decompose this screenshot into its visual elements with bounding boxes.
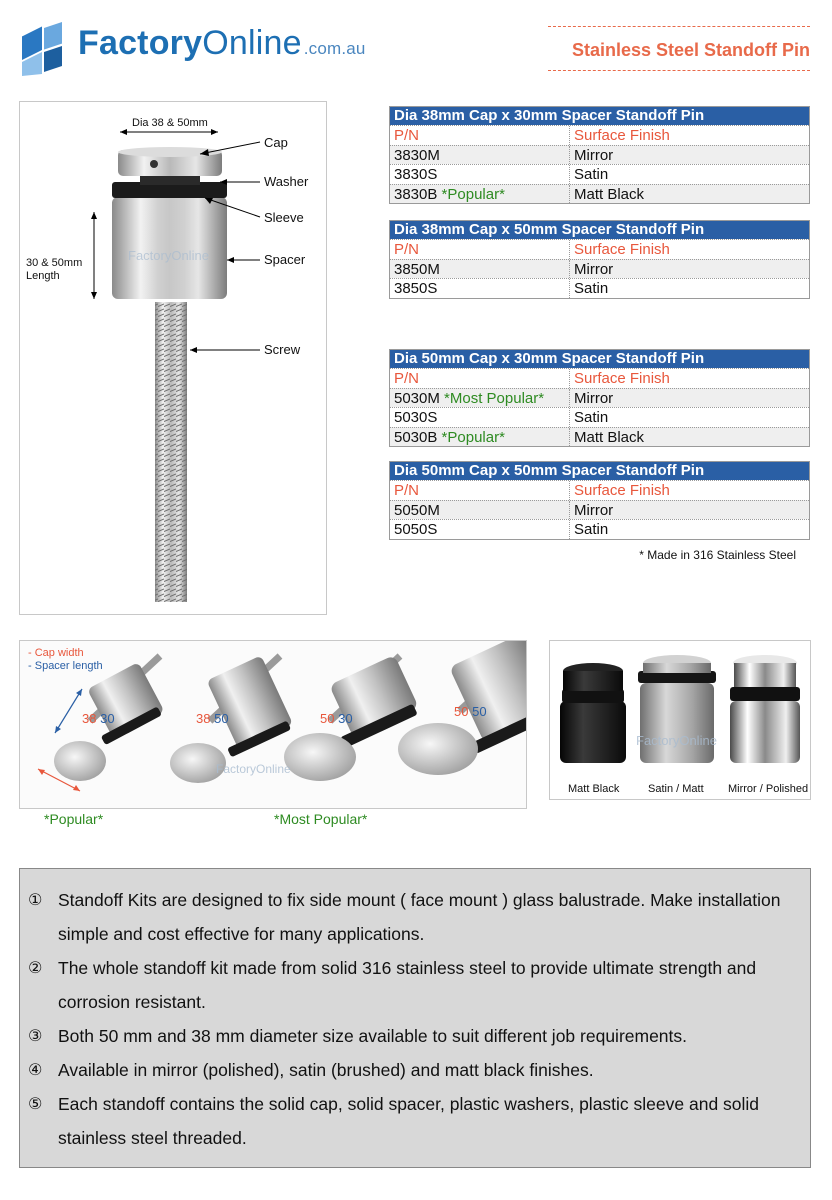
cell-pn bbox=[390, 428, 570, 447]
cell-finish: Mirror bbox=[574, 260, 614, 278]
table-row bbox=[390, 164, 809, 184]
table-row bbox=[390, 500, 809, 520]
feature-number: ④ bbox=[28, 1060, 43, 1079]
part-label-washer: Washer bbox=[264, 174, 309, 189]
pn-value: 3830M bbox=[394, 146, 440, 164]
popular-caption: *Popular* bbox=[44, 811, 104, 827]
feature-list bbox=[19, 868, 811, 1168]
feature-text: Standoff Kits are designed to fix side mount ( face mount ) glass balustrade. Make installation simple and cost effective for many applications. bbox=[58, 890, 781, 944]
size-label-1 bbox=[82, 711, 115, 726]
table-row bbox=[390, 278, 809, 298]
material-note: * Made in 316 Stainless Steel bbox=[639, 548, 796, 562]
cap-size: 50 bbox=[320, 711, 335, 726]
most-popular-caption: *Most Popular* bbox=[274, 811, 368, 827]
size-label-4 bbox=[454, 704, 487, 719]
table-row bbox=[390, 388, 809, 408]
spacer-size: 50 bbox=[214, 711, 229, 726]
finishes-photo bbox=[549, 640, 811, 800]
feature-item bbox=[28, 1087, 792, 1155]
table-row bbox=[390, 519, 809, 539]
page-title: Stainless Steel Standoff Pin bbox=[571, 40, 810, 60]
col-pn: P/N bbox=[390, 240, 570, 259]
feature-item bbox=[28, 1019, 792, 1053]
popular-tag: *Popular* bbox=[441, 185, 505, 203]
col-pn: P/N bbox=[390, 126, 570, 145]
cell-pn bbox=[390, 279, 570, 298]
part-label-spacer: Spacer bbox=[264, 252, 306, 267]
brand-logo[interactable] bbox=[18, 18, 366, 76]
spec-table-3850 bbox=[389, 220, 810, 299]
table-header-row bbox=[390, 368, 809, 388]
cell-finish: Satin bbox=[574, 280, 609, 297]
caption-mirror: Mirror / Polished bbox=[728, 783, 809, 795]
logo-cube-icon bbox=[18, 22, 72, 76]
cell-finish: Satin bbox=[574, 521, 609, 538]
cell-pn bbox=[390, 520, 570, 539]
feature-text: The whole standoff kit made from solid 316 stainless steel to provide ultimate strength and corrosion resistant. bbox=[58, 958, 757, 1012]
most-popular-tag: *Most Popular* bbox=[444, 389, 545, 407]
cell-finish: Mirror bbox=[574, 501, 614, 519]
spacer-size: 30 bbox=[100, 711, 115, 726]
pn-value: 3850S bbox=[394, 280, 438, 297]
spec-table-3830 bbox=[389, 106, 810, 204]
sizes-watermark: FactoryOnline bbox=[216, 762, 291, 776]
logo-tld: .com.au bbox=[303, 39, 366, 58]
length-label-1: 30 & 50mm bbox=[26, 257, 83, 269]
table-row bbox=[390, 259, 809, 279]
part-label-sleeve: Sleeve bbox=[264, 210, 304, 225]
pn-value: 3830S bbox=[394, 166, 438, 183]
feature-text: Each standoff contains the solid cap, solid spacer, plastic washers, plastic sleeve and solid stainless steel threaded. bbox=[58, 1094, 760, 1148]
pn-value: 5050S bbox=[394, 521, 438, 538]
cell-finish: Mirror bbox=[574, 389, 614, 407]
feature-item bbox=[28, 883, 792, 951]
table-title: Dia 38mm Cap x 50mm Spacer Standoff Pin bbox=[390, 221, 809, 239]
pn-value: 5030B bbox=[394, 428, 438, 446]
col-pn: P/N bbox=[390, 481, 570, 500]
part-label-cap: Cap bbox=[264, 135, 288, 150]
cell-finish: Mirror bbox=[574, 146, 614, 164]
logo-bold: Factory bbox=[78, 24, 203, 62]
cell-finish: Satin bbox=[574, 166, 609, 183]
col-pn: P/N bbox=[390, 369, 570, 388]
pn-value: 3830B bbox=[394, 185, 438, 203]
pn-value: 5030S bbox=[394, 409, 438, 426]
cell-pn bbox=[390, 501, 570, 520]
feature-number: ① bbox=[28, 890, 43, 909]
cell-pn bbox=[390, 260, 570, 279]
title-rule-bottom bbox=[548, 70, 810, 71]
logo-light: Online bbox=[202, 24, 302, 62]
col-finish: Surface Finish bbox=[574, 241, 670, 258]
caption-matt-black: Matt Black bbox=[568, 783, 620, 795]
pn-value: 3850M bbox=[394, 260, 440, 278]
finishes-illustration bbox=[550, 641, 811, 800]
col-finish: Surface Finish bbox=[574, 370, 670, 387]
feature-item bbox=[28, 951, 792, 1019]
spacer-size: 50 bbox=[472, 704, 487, 719]
size-label-2 bbox=[196, 711, 229, 726]
cap-size: 38 bbox=[82, 711, 97, 726]
part-label-screw: Screw bbox=[264, 342, 301, 357]
title-rule-top bbox=[548, 26, 810, 27]
cap-size: 38 bbox=[196, 711, 211, 726]
spec-table-5030 bbox=[389, 349, 810, 447]
cell-finish: Satin bbox=[574, 409, 609, 426]
popular-tag: *Popular* bbox=[441, 428, 505, 446]
col-finish: Surface Finish bbox=[574, 482, 670, 499]
cell-pn bbox=[390, 389, 570, 408]
standoff-diagram bbox=[19, 101, 327, 615]
table-header-row bbox=[390, 480, 809, 500]
cell-pn bbox=[390, 408, 570, 427]
caption-satin: Satin / Matt bbox=[648, 783, 704, 795]
legend-cap-text: Cap width bbox=[34, 647, 84, 659]
spec-table-5050 bbox=[389, 461, 810, 540]
feature-number: ③ bbox=[28, 1026, 43, 1045]
col-finish: Surface Finish bbox=[574, 127, 670, 144]
feature-item bbox=[28, 1053, 792, 1087]
cap-size: 50 bbox=[454, 704, 469, 719]
diagram-watermark: FactoryOnline bbox=[128, 248, 209, 263]
spacer-size: 30 bbox=[338, 711, 353, 726]
feature-number: ② bbox=[28, 958, 43, 977]
table-title: Dia 50mm Cap x 50mm Spacer Standoff Pin bbox=[390, 462, 809, 480]
cell-pn bbox=[390, 146, 570, 165]
cell-finish: Matt Black bbox=[574, 185, 645, 203]
table-title: Dia 50mm Cap x 30mm Spacer Standoff Pin bbox=[390, 350, 809, 368]
legend-spacer-text: Spacer length bbox=[34, 660, 103, 672]
cell-pn bbox=[390, 185, 570, 204]
cell-pn bbox=[390, 165, 570, 184]
length-label-2: Length bbox=[26, 270, 60, 282]
size-label-3 bbox=[320, 711, 353, 726]
table-header-row bbox=[390, 239, 809, 259]
sizes-photo bbox=[19, 640, 527, 809]
logo-wordmark bbox=[78, 24, 366, 63]
dia-label: Dia 38 & 50mm bbox=[132, 117, 208, 129]
table-row bbox=[390, 427, 809, 447]
table-title: Dia 38mm Cap x 30mm Spacer Standoff Pin bbox=[390, 107, 809, 125]
table-row bbox=[390, 184, 809, 204]
cell-finish: Matt Black bbox=[574, 428, 645, 446]
table-header-row bbox=[390, 125, 809, 145]
legend-spacer-length: - Spacer length bbox=[28, 660, 103, 672]
pn-value: 5030M bbox=[394, 389, 440, 407]
finishes-watermark: FactoryOnline bbox=[636, 733, 717, 748]
feature-text: Both 50 mm and 38 mm diameter size available to suit different job requirements. bbox=[58, 1026, 688, 1046]
table-row bbox=[390, 145, 809, 165]
feature-number: ⑤ bbox=[28, 1094, 43, 1113]
table-row bbox=[390, 407, 809, 427]
pn-value: 5050M bbox=[394, 501, 440, 519]
feature-text: Available in mirror (polished), satin (brushed) and matt black finishes. bbox=[58, 1060, 594, 1080]
legend-cap-width: - Cap width bbox=[28, 647, 84, 659]
